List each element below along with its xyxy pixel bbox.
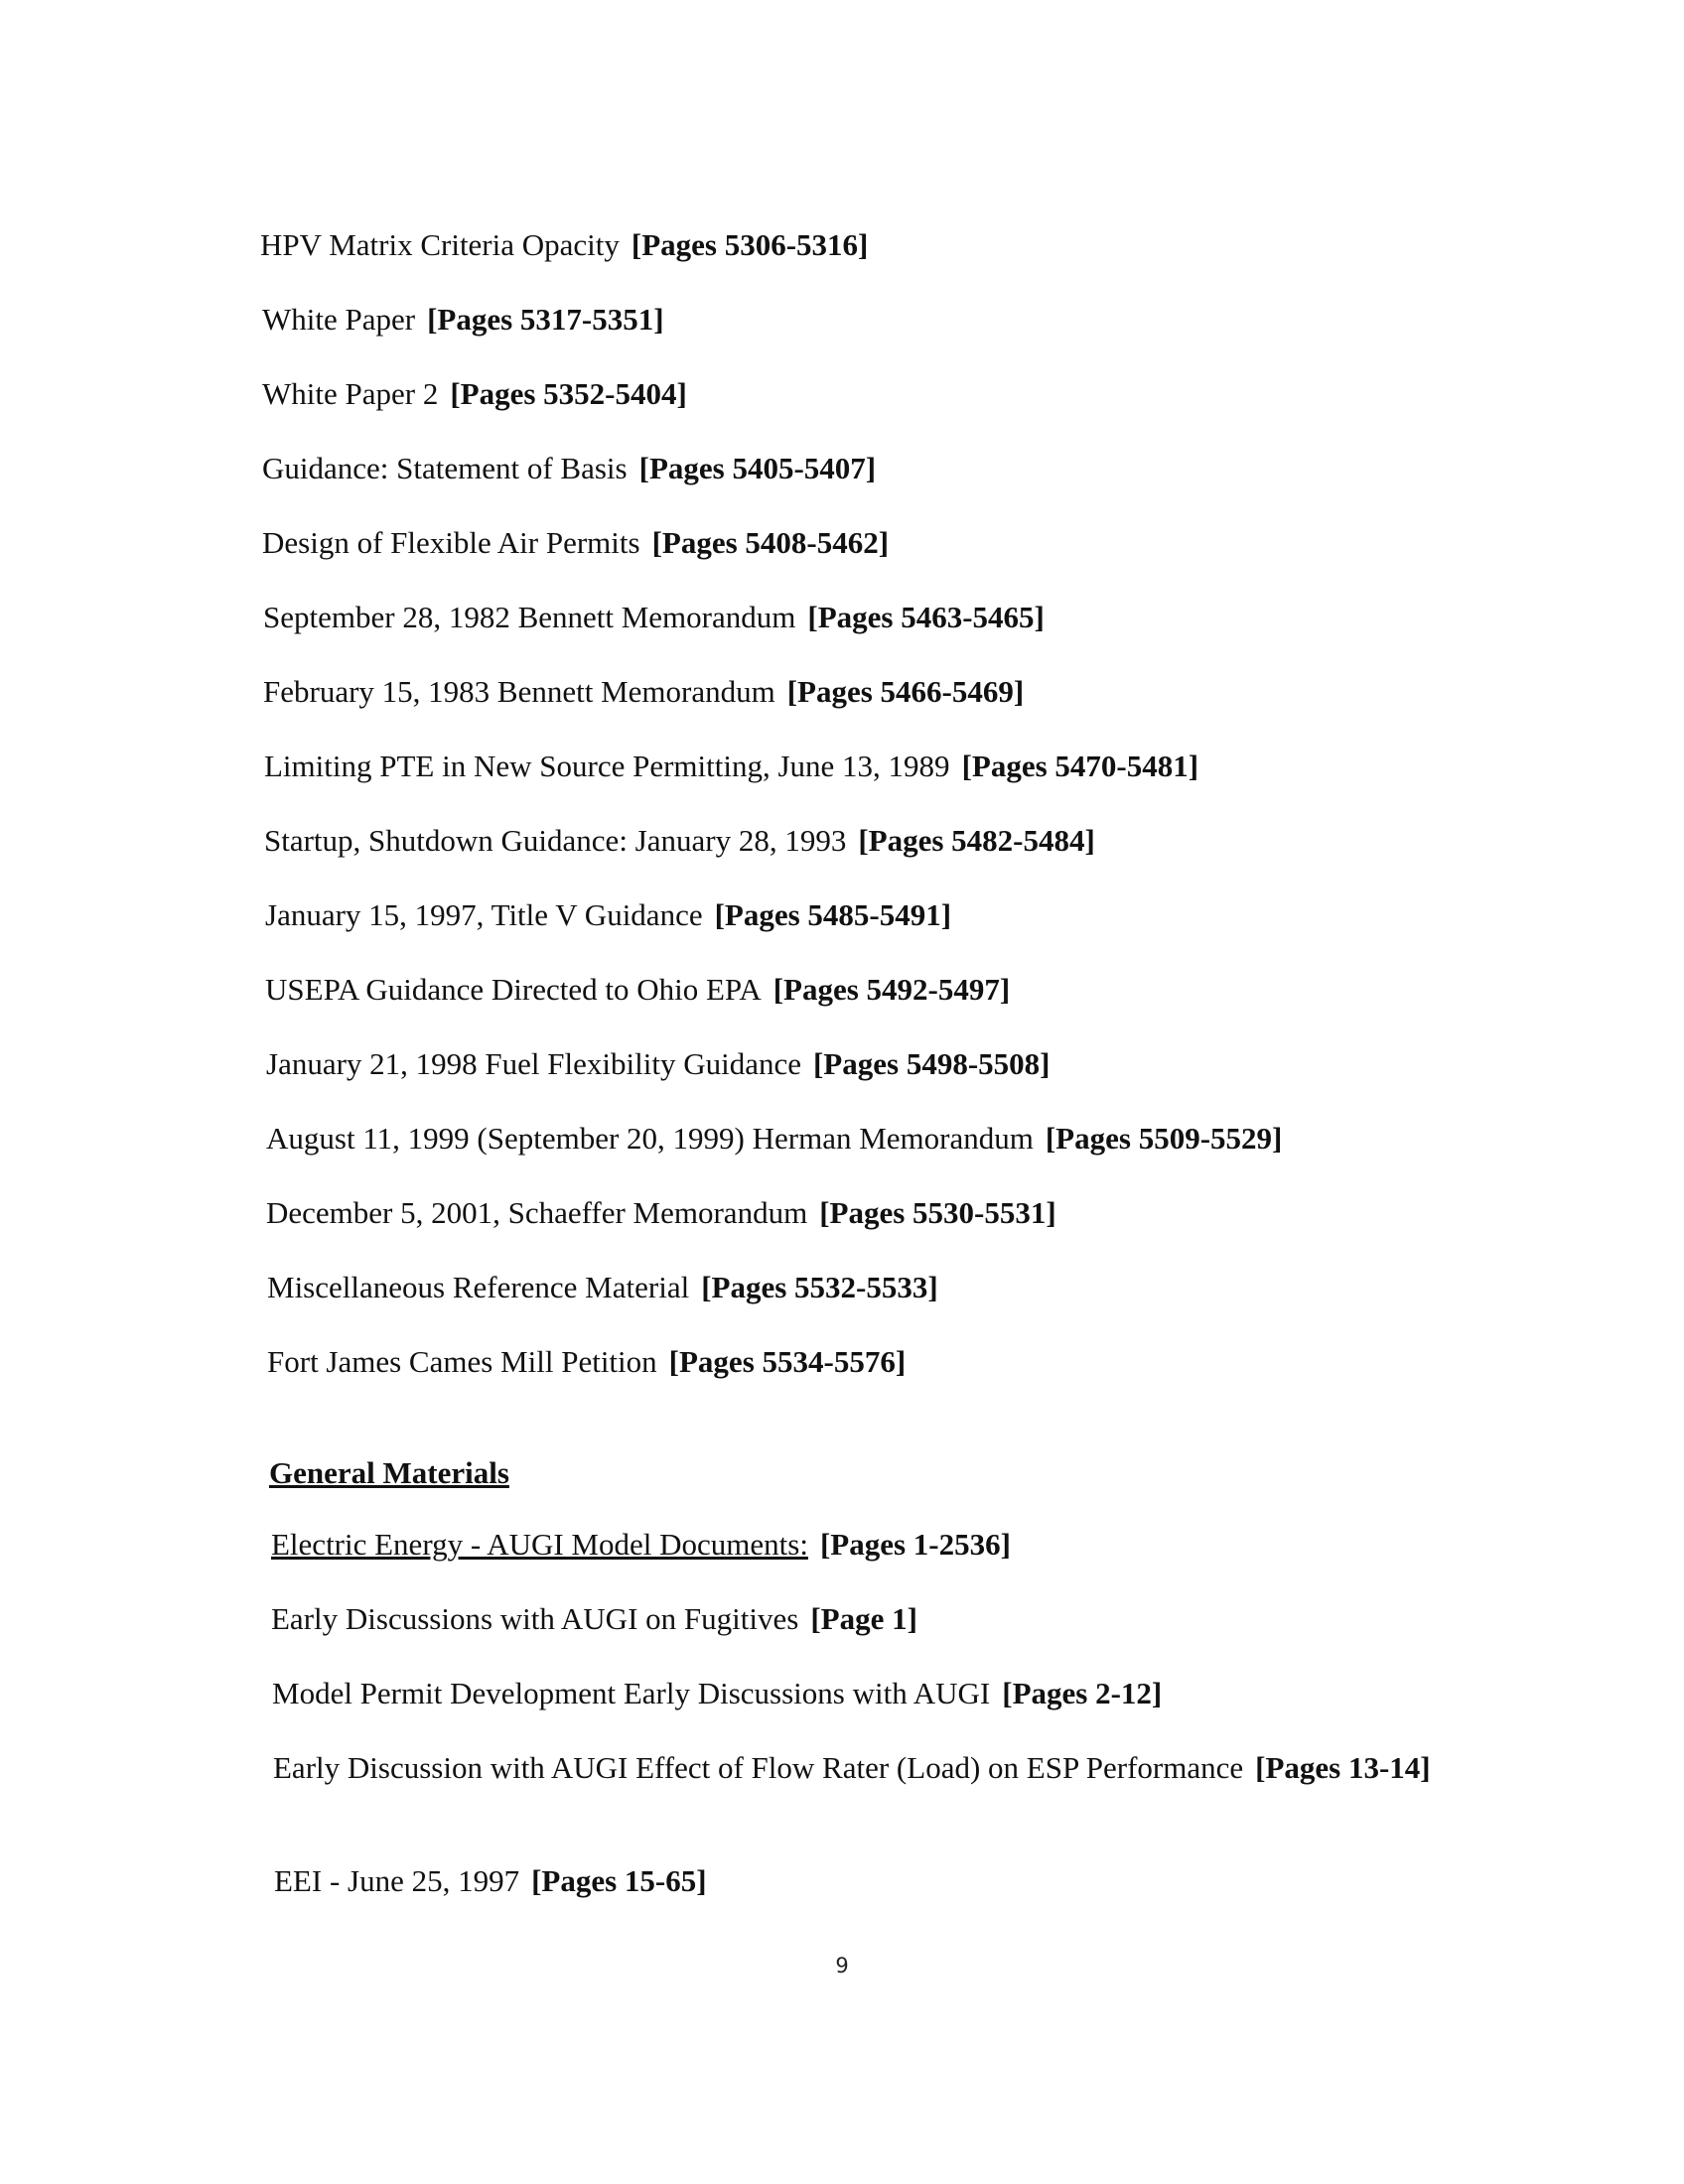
- entry-pages: [Pages 5466-5469]: [786, 674, 1025, 709]
- list-item: [263, 599, 1045, 636]
- entry-pages: [Pages 5317-5351]: [427, 302, 664, 337]
- entry-title: January 15, 1997, Title V Guidance: [265, 897, 703, 932]
- entry-title: USEPA Guidance Directed to Ohio EPA: [265, 972, 762, 1007]
- entry-title: Model Permit Development Early Discussions with AUGI: [272, 1676, 991, 1710]
- entry-pages: [Pages 5509-5529]: [1045, 1121, 1283, 1156]
- list-item: [264, 748, 1198, 785]
- list-item: [272, 1675, 1162, 1712]
- list-item: [262, 524, 889, 562]
- entry-pages: [Pages 5470-5481]: [961, 749, 1199, 783]
- entry-pages: [Pages 15-65]: [531, 1863, 707, 1898]
- list-item: [271, 1600, 917, 1638]
- entry-title: HPV Matrix Criteria Opacity: [260, 227, 620, 262]
- entry-title: January 21, 1998 Fuel Flexibility Guidance: [266, 1046, 801, 1081]
- list-item: [267, 1343, 906, 1381]
- list-item: [273, 1749, 1514, 1787]
- entry-pages: [Pages 5405-5407]: [638, 451, 877, 485]
- entry-title: Early Discussion with AUGI Effect of Flow Rater (Load) on ESP Performance: [273, 1750, 1244, 1785]
- entry-pages: [Page 1]: [810, 1601, 917, 1636]
- list-item: [264, 822, 1095, 860]
- subsection-heading: [271, 1526, 1011, 1564]
- entry-pages: [Pages 5485-5491]: [714, 897, 952, 932]
- list-item: [262, 375, 687, 413]
- list-item: [266, 1120, 1282, 1158]
- entry-pages: [Pages 5534-5576]: [668, 1344, 907, 1379]
- list-item: [265, 971, 1010, 1009]
- subsection-title: Electric Energy - AUGI Model Documents:: [271, 1527, 808, 1562]
- entry-title: White Paper 2: [262, 376, 439, 411]
- list-item: [262, 450, 876, 487]
- entry-pages: [Pages 2-12]: [1002, 1676, 1163, 1710]
- list-item: [263, 673, 1024, 711]
- section-heading: General Materials: [269, 1455, 509, 1490]
- entry-title: September 28, 1982 Bennett Memorandum: [263, 600, 796, 634]
- list-item: [267, 1269, 938, 1306]
- entry-title: February 15, 1983 Bennett Memorandum: [263, 674, 775, 709]
- entry-title: Startup, Shutdown Guidance: January 28, 1993: [264, 823, 847, 858]
- list-item: [274, 1862, 707, 1900]
- subsection-pages: [Pages 1-2536]: [819, 1527, 1011, 1562]
- entry-pages: [Pages 5352-5404]: [450, 376, 687, 411]
- entry-title: Guidance: Statement of Basis: [262, 451, 628, 485]
- entry-title: Miscellaneous Reference Material: [267, 1270, 690, 1304]
- entry-title: White Paper: [262, 302, 416, 337]
- entry-pages: [Pages 5530-5531]: [819, 1195, 1056, 1230]
- entry-pages: [Pages 5492-5497]: [772, 972, 1011, 1007]
- list-item: [262, 301, 664, 339]
- entry-pages: [Pages 5306-5316]: [631, 227, 869, 262]
- list-item: [260, 226, 868, 264]
- entry-title: August 11, 1999 (September 20, 1999) Herman Memorandum: [266, 1121, 1034, 1156]
- entry-pages: [Pages 5532-5533]: [701, 1270, 938, 1304]
- list-item: [265, 896, 951, 934]
- entry-title: EEI - June 25, 1997: [274, 1863, 520, 1898]
- list-item: [266, 1045, 1050, 1083]
- entry-title: Early Discussions with AUGI on Fugitives: [271, 1601, 799, 1636]
- entry-pages: [Pages 5463-5465]: [807, 600, 1045, 634]
- entry-title: December 5, 2001, Schaeffer Memorandum: [266, 1195, 808, 1230]
- entry-pages: [Pages 5408-5462]: [651, 525, 890, 560]
- entry-title: Fort James Cames Mill Petition: [267, 1344, 657, 1379]
- page-number: 9: [835, 1954, 849, 1978]
- entry-title: Limiting PTE in New Source Permitting, June 13, 1989: [264, 749, 950, 783]
- entry-title: Design of Flexible Air Permits: [262, 525, 640, 560]
- entry-pages: [Pages 5482-5484]: [858, 823, 1095, 858]
- entry-pages: [Pages 13-14]: [1255, 1750, 1431, 1785]
- list-item: [266, 1194, 1056, 1232]
- entry-pages: [Pages 5498-5508]: [812, 1046, 1051, 1081]
